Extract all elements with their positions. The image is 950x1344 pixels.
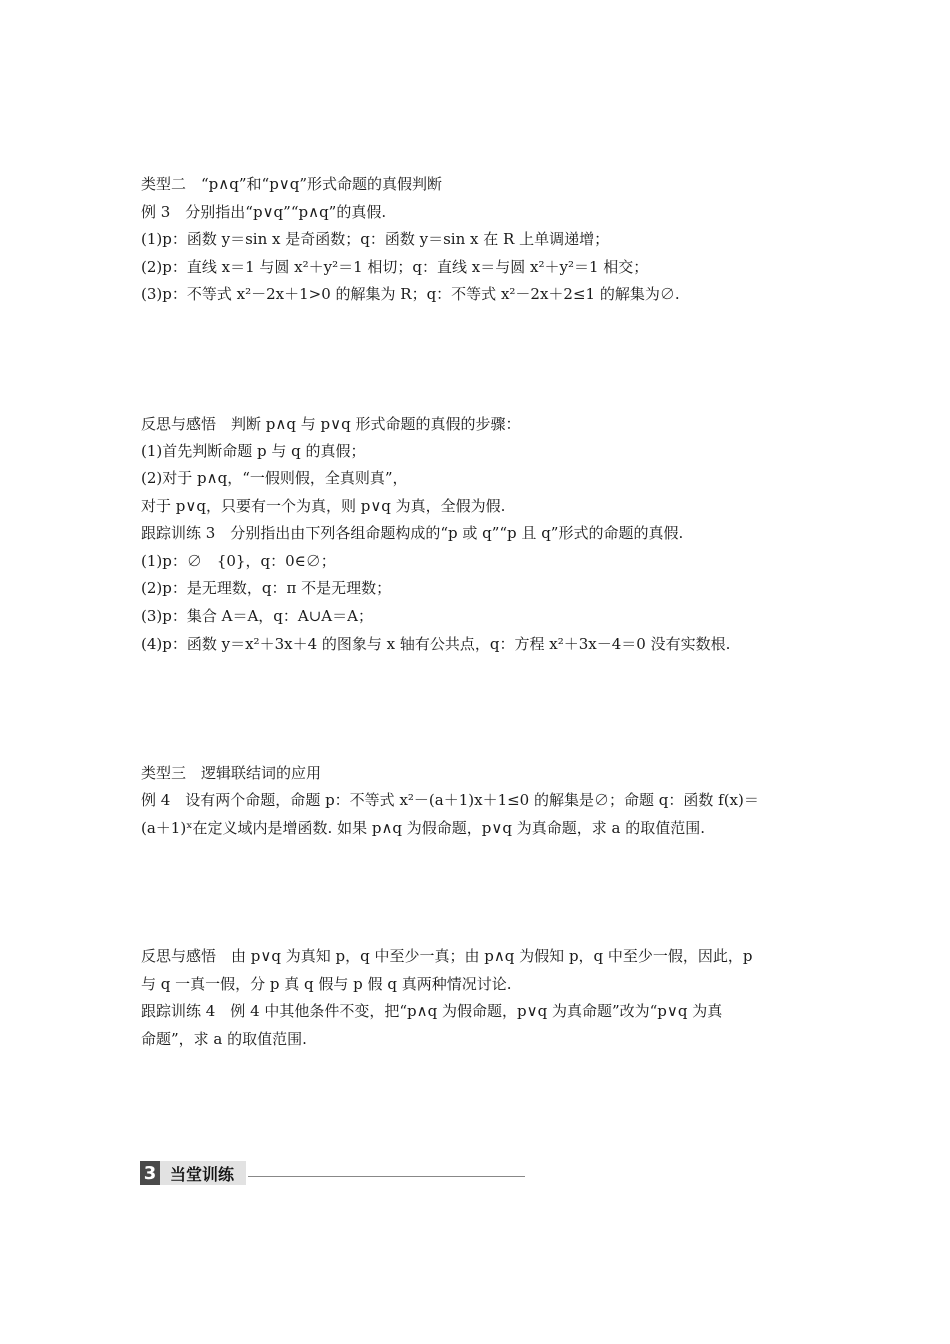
section-rule — [248, 1176, 525, 1177]
example4-line-1: 例 4 设有两个命题，命题 p：不等式 x²－(a＋1)x＋1≤0 的解集是∅；命题 q：函数 f(x)＝ — [141, 791, 759, 809]
reflection3-line-4: 对于 p∨q，只要有一个为真，则 p∨q 为真，全假为假. — [141, 497, 506, 515]
reflection3-line-3: (2)对于 p∧q，“一假则假，全真则真”， — [141, 469, 408, 487]
example3-item-1: (1)p：函数 y＝sin x 是奇函数；q：函数 y＝sin x 在 R 上单调递增； — [141, 230, 610, 248]
reflection4-line-2: 与 q 一真一假，分 p 真 q 假与 p 假 q 真两种情况讨论. — [141, 975, 512, 993]
practice4-line-1: 跟踪训练 4 例 4 中其他条件不变，把“p∧q 为假命题，p∨q 为真命题”改为“p∨q 为真 — [141, 1002, 723, 1020]
type3-heading: 类型三 逻辑联结词的应用 — [141, 764, 322, 782]
example3-item-2: (2)p：直线 x＝1 与圆 x²＋y²＝1 相切；q：直线 x＝与圆 x²＋y²＝1 相交； — [141, 258, 649, 276]
reflection4-line-1: 反思与感悟 由 p∨q 为真知 p，q 中至少一真；由 p∧q 为假知 p，q 中至少一假，因此，p — [141, 947, 753, 965]
type2-heading: 类型二 “p∧q”和“p∨q”形式命题的真假判断 — [141, 175, 443, 193]
practice3-item-3: (3)p：集合 A＝A，q：A∪A＝A； — [141, 607, 373, 625]
example3-item-3: (3)p：不等式 x²－2x＋1>0 的解集为 R；q：不等式 x²－2x＋2≤1 的解集为∅. — [141, 285, 680, 303]
reflection3-line-2: (1)首先判断命题 p 与 q 的真假； — [141, 442, 366, 460]
section-header — [140, 1161, 525, 1185]
practice3-item-1: (1)p：∅ {0}，q：0∈∅； — [141, 552, 336, 570]
practice3-item-2: (2)p：是无理数，q：π 不是无理数； — [141, 579, 392, 597]
practice3-item-4: (4)p：函数 y＝x²＋3x＋4 的图象与 x 轴有公共点，q：方程 x²＋3x－4＝0 没有实数根. — [141, 635, 731, 653]
section-title: 当堂训练 — [160, 1161, 246, 1185]
example4-line-2: (a＋1)ˣ在定义域内是增函数. 如果 p∧q 为假命题，p∨q 为真命题，求 a 的取值范围. — [141, 819, 706, 837]
example3-title: 例 3 分别指出“p∨q”“p∧q”的真假. — [141, 203, 387, 221]
practice4-line-2: 命题”，求 a 的取值范围. — [141, 1030, 307, 1048]
reflection3-line-1: 反思与感悟 判断 p∧q 与 p∨q 形式命题的真假的步骤： — [141, 415, 521, 433]
practice3-title: 跟踪训练 3 分别指出由下列各组命题构成的“p 或 q”“p 且 q”形式的命题的真假. — [141, 524, 684, 542]
section-number: 3 — [140, 1161, 160, 1185]
